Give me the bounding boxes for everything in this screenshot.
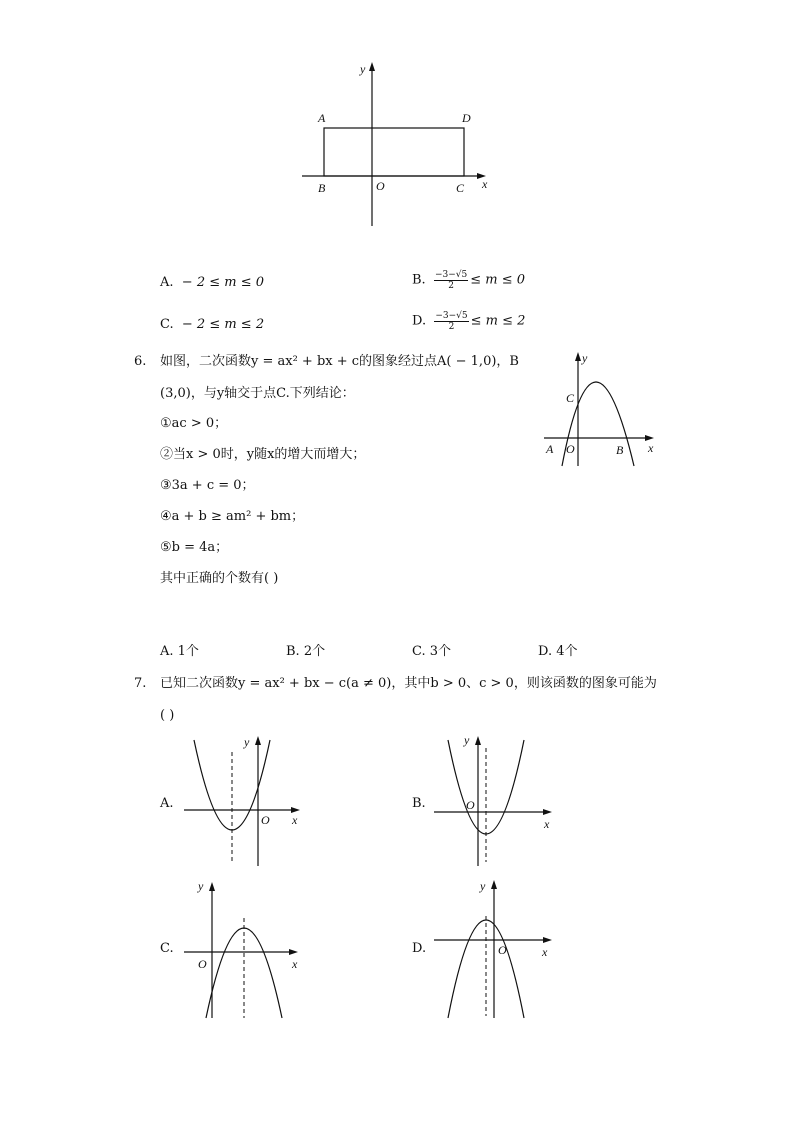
q6-option-d[interactable]: D. 4个 [538, 644, 578, 659]
label-o: O [498, 943, 507, 957]
q7-number: 7. [134, 676, 147, 691]
q6-option-a[interactable]: A. 1个 [160, 644, 199, 659]
label-x: x [648, 441, 654, 455]
label-y: y [198, 879, 204, 893]
option-label: B. [412, 272, 426, 288]
x-axis-arrow [543, 937, 552, 943]
q6-number: 6. [134, 354, 147, 369]
y-axis-arrow [369, 62, 375, 71]
label-c: C [456, 181, 465, 195]
label-y: y [360, 62, 366, 76]
q6-line1: 如图，二次函数y = ax² + bx + c的图象经过点A( − 1,0)，B [160, 354, 519, 369]
y-axis-arrow [475, 736, 481, 745]
q5-option-b[interactable] [412, 270, 525, 291]
label-a: A [546, 442, 554, 456]
q6-option-b[interactable]: B. 2个 [286, 644, 326, 659]
label-x: x [544, 817, 550, 831]
label-x: x [542, 945, 548, 959]
q7-option-d-label[interactable]: D. [412, 941, 427, 956]
y-axis-arrow [575, 352, 581, 361]
label-b: B [616, 443, 624, 457]
x-axis-arrow [289, 949, 298, 955]
q7-graph-a[interactable] [182, 732, 306, 868]
label-y: y [480, 879, 486, 893]
label-x: x [292, 813, 298, 827]
label-o: O [261, 813, 270, 827]
label-y: y [582, 351, 588, 365]
q7-graph-b[interactable] [432, 732, 556, 868]
q6-statement-2: ②当x > 0时，y随x的增大而增大； [160, 447, 366, 462]
option-text: − 2 ≤ m ≤ 0 [181, 275, 265, 290]
q6-line2: (3,0)，与y轴交于点C.下列结论： [160, 386, 355, 401]
option-label: C. [160, 317, 174, 332]
q6-statement-4: ④a + b ≥ am² + bm； [160, 509, 305, 524]
q6-statement-5: ⑤b = 4a； [160, 540, 229, 555]
rectangle-figure [298, 58, 498, 230]
label-x: x [482, 177, 488, 191]
fraction: $\frac{-3-√5}{2}$ [434, 270, 468, 291]
q7-line2: ( ) [160, 708, 175, 723]
y-axis-arrow [255, 736, 261, 745]
label-b: B [318, 181, 326, 195]
option-text: − 2 ≤ m ≤ 2 [181, 317, 265, 332]
q5-option-a[interactable] [160, 275, 264, 291]
label-o: O [566, 442, 575, 456]
q5-option-d[interactable] [412, 311, 525, 332]
option-label: D. [412, 313, 427, 329]
option-text: ≤ m ≤ 2 [470, 313, 526, 329]
label-o: O [466, 798, 475, 812]
label-x: x [292, 957, 298, 971]
q6-parabola-figure [540, 348, 660, 470]
q7-line1: 已知二次函数y = ax² + bx − c(a ≠ 0)，其中b > 0、c > 0，则该函数的图象可能为 [160, 676, 657, 691]
q7-graph-c[interactable] [182, 878, 306, 1020]
q5-option-c[interactable] [160, 317, 264, 333]
y-axis-arrow [491, 880, 497, 889]
label-a: A [318, 111, 326, 125]
y-axis-arrow [209, 882, 215, 891]
label-y: y [464, 733, 470, 747]
label-o: O [198, 957, 207, 971]
q6-prompt: 其中正确的个数有( ) [160, 571, 279, 586]
q7-option-b-label[interactable]: B. [412, 796, 426, 811]
q6-statement-3: ③3a + c = 0； [160, 478, 255, 493]
option-label: A. [160, 275, 174, 290]
q6-statement-1: ①ac > 0； [160, 416, 228, 431]
q7-graph-d[interactable] [432, 876, 556, 1020]
q7-option-a-label[interactable]: A. [160, 796, 174, 811]
label-o: O [376, 179, 385, 193]
label-c: C [566, 391, 575, 405]
fraction: $\frac{-3-√5}{2}$ [435, 311, 468, 332]
label-d: D [462, 111, 471, 125]
rectangle-abcd [324, 128, 464, 176]
q7-option-c-label[interactable]: C. [160, 941, 174, 956]
x-axis-arrow [543, 809, 552, 815]
q6-option-c[interactable]: C. 3个 [412, 644, 452, 659]
option-text: ≤ m ≤ 0 [470, 272, 526, 288]
label-y: y [244, 735, 250, 749]
